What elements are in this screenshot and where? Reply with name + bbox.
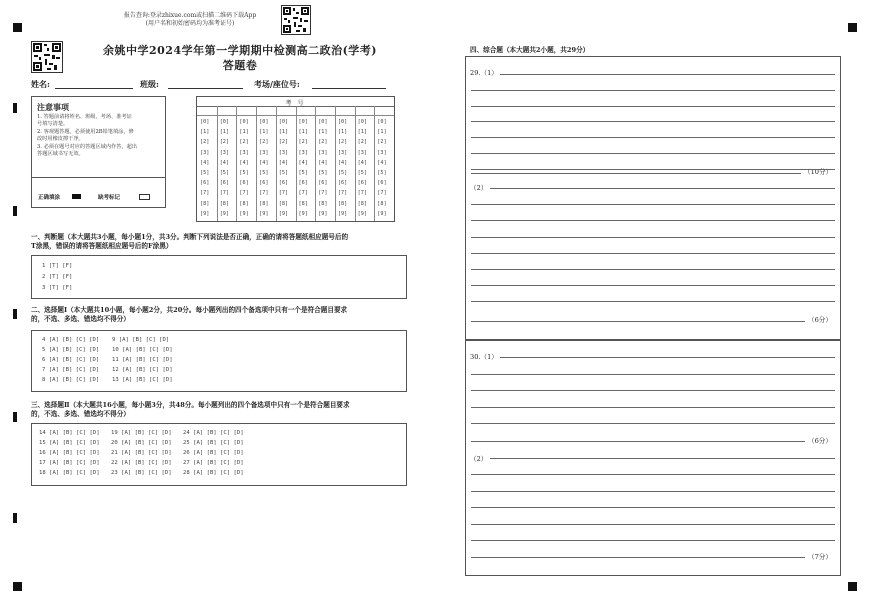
section1-answer-box xyxy=(31,255,407,299)
choice-row[interactable]: 7 [A] [B] [C] [D] xyxy=(42,367,100,373)
choice-row[interactable]: 17 [A] [B] [C] [D] xyxy=(39,460,100,466)
choice-row[interactable]: 28 [A] [B] [C] [D] xyxy=(183,470,244,476)
id-digit-bubble[interactable]: [2] xyxy=(239,139,249,146)
choice-row[interactable]: 19 [A] [B] [C] [D] xyxy=(111,430,172,436)
id-digit-bubble[interactable]: [0] xyxy=(259,119,269,125)
answer-line[interactable] xyxy=(471,90,835,91)
choice-row[interactable]: 27 [A] [B] [C] [D] xyxy=(183,460,244,466)
id-digit-bubble[interactable]: [8] xyxy=(259,200,269,207)
notice-item: 改时用橡皮擦干净。 xyxy=(37,136,84,143)
section3-title-line2: 的，不选、多选、错选均不得分） xyxy=(31,410,130,418)
id-digit-bubble[interactable]: [4] xyxy=(219,159,230,166)
choice-row[interactable]: 8 [A] [B] [C] [D] xyxy=(42,377,100,383)
section3-answer-box xyxy=(31,423,407,486)
id-digit-bubble[interactable]: [9] xyxy=(357,210,367,217)
class-field[interactable] xyxy=(168,88,243,89)
choice-row[interactable]: 26 [A] [B] [C] [D] xyxy=(183,450,244,456)
id-digit-bubble[interactable]: [1] xyxy=(337,129,348,136)
answer-line[interactable] xyxy=(471,106,835,107)
id-digit-bubble[interactable]: [2] xyxy=(337,139,348,146)
id-grid-header: 考 号 xyxy=(285,100,306,107)
id-digit-bubble[interactable]: [3] xyxy=(259,149,269,156)
id-digit-bubble[interactable]: [2] xyxy=(259,139,269,146)
id-digit-bubble[interactable]: [8] xyxy=(298,200,308,207)
section2-col1 xyxy=(42,337,99,387)
q29-box xyxy=(465,56,841,341)
id-digit-bubble[interactable]: [7] xyxy=(337,190,348,197)
answer-line[interactable] xyxy=(471,474,835,475)
q30-part1-score: （6分） xyxy=(808,437,832,445)
id-grid-col-divider xyxy=(374,106,375,221)
id-digit-bubble[interactable]: [8] xyxy=(337,200,348,207)
edge-tick xyxy=(13,513,17,523)
choice-row[interactable]: 22 [A] [B] [C] [D] xyxy=(111,460,172,466)
answer-line[interactable] xyxy=(500,357,835,358)
id-grid-col-divider xyxy=(335,106,336,221)
id-digit-bubble[interactable]: [0] xyxy=(357,119,367,125)
id-digit-bubble[interactable]: [9] xyxy=(298,210,308,217)
id-digit-bubble[interactable]: [2] xyxy=(219,139,230,146)
answer-line[interactable] xyxy=(471,557,805,558)
choice-row[interactable]: 9 [A] [B] [C] [D] xyxy=(112,337,170,343)
id-digit-bubble[interactable]: [5] xyxy=(259,170,269,176)
choice-row[interactable]: 18 [A] [B] [C] [D] xyxy=(39,470,100,476)
correct-fill-sample xyxy=(72,194,81,199)
choice-row[interactable]: 15 [A] [B] [C] [D] xyxy=(39,440,100,446)
section2-title xyxy=(31,306,411,324)
id-digit-bubble[interactable]: [4] xyxy=(377,159,387,166)
answer-line[interactable] xyxy=(471,169,835,170)
id-digit-bubble[interactable]: [6] xyxy=(219,180,230,187)
choice-row[interactable]: 6 [A] [B] [C] [D] xyxy=(42,357,100,363)
id-grid-col-divider xyxy=(256,106,257,221)
id-digit-bubble[interactable]: [6] xyxy=(337,180,348,187)
id-digit-bubble[interactable]: [0] xyxy=(200,119,210,125)
id-digit-bubble[interactable]: [5] xyxy=(337,170,348,176)
id-digit-bubble[interactable]: [2] xyxy=(278,139,289,146)
id-digit-bubble[interactable]: [1] xyxy=(278,129,289,136)
choice-row[interactable]: 5 [A] [B] [C] [D] xyxy=(42,347,100,353)
section3-col1 xyxy=(39,430,100,480)
id-digit-bubble[interactable]: [0] xyxy=(239,119,249,125)
answer-line[interactable] xyxy=(471,153,835,154)
id-digit-bubble[interactable]: [3] xyxy=(377,149,387,156)
id-digit-bubble[interactable]: [9] xyxy=(337,210,348,217)
answer-line[interactable] xyxy=(471,524,835,525)
id-digit-bubble[interactable]: [4] xyxy=(239,159,249,166)
answer-line[interactable] xyxy=(471,540,835,541)
id-digit-bubble[interactable]: [1] xyxy=(377,129,387,136)
id-digit-bubble[interactable]: [7] xyxy=(298,190,308,197)
id-grid-col-divider xyxy=(236,106,237,221)
answer-line[interactable] xyxy=(471,269,835,270)
answer-line[interactable] xyxy=(471,390,835,391)
id-digit-bubble[interactable]: [7] xyxy=(318,190,328,197)
id-digit-bubble[interactable]: [5] xyxy=(239,170,249,176)
q30-box xyxy=(465,339,841,576)
absent-mark-label: 缺考标记 xyxy=(98,195,121,201)
id-digit-bubble[interactable]: [4] xyxy=(318,159,328,166)
answer-line[interactable] xyxy=(490,188,835,189)
answer-line[interactable] xyxy=(471,507,835,508)
q29-part2-label: （2） xyxy=(470,184,488,192)
id-digit-bubble[interactable]: [0] xyxy=(377,119,387,125)
choice-row[interactable]: 21 [A] [B] [C] [D] xyxy=(111,450,172,456)
edge-tick xyxy=(13,412,17,422)
id-digit-bubble[interactable]: [6] xyxy=(298,180,308,187)
id-digit-bubble[interactable]: [7] xyxy=(259,190,269,197)
id-digit-bubble[interactable]: [7] xyxy=(377,190,387,197)
id-grid-col-divider xyxy=(315,106,316,221)
edge-tick xyxy=(13,309,17,319)
choice-row[interactable]: 24 [A] [B] [C] [D] xyxy=(183,430,244,436)
answer-line[interactable] xyxy=(471,374,835,375)
exam-id-grid xyxy=(196,96,395,222)
id-digit-bubble[interactable]: [0] xyxy=(337,119,348,125)
id-digit-bubble[interactable]: [5] xyxy=(219,170,230,176)
exam-subtitle: 答题卷 xyxy=(222,59,258,72)
notice-list xyxy=(37,114,161,158)
id-digit-bubble[interactable]: [1] xyxy=(200,129,210,136)
choice-row[interactable]: 13 [A] [B] [C] [D] xyxy=(112,377,173,383)
report-query-note xyxy=(110,12,270,28)
q30-part2-label: （2） xyxy=(470,455,488,463)
answer-line[interactable] xyxy=(500,74,835,75)
corner-marker-br xyxy=(848,582,857,591)
id-digit-bubble[interactable]: [0] xyxy=(318,119,328,125)
q29-part2-score: （6分） xyxy=(808,316,832,324)
name-label: 姓名: xyxy=(31,79,50,89)
answer-line[interactable] xyxy=(471,253,835,254)
corner-marker-tr xyxy=(848,23,857,32)
choice-row[interactable]: 20 [A] [B] [C] [D] xyxy=(111,440,172,446)
choice-row[interactable]: 11 [A] [B] [C] [D] xyxy=(112,357,173,363)
id-digit-bubble[interactable]: [4] xyxy=(200,159,210,166)
id-digit-bubble[interactable]: [0] xyxy=(298,119,308,125)
id-grid-col-divider xyxy=(276,106,277,221)
id-grid-col-divider xyxy=(355,106,356,221)
report-query-line1: 报告查询:登录zhixue.com或扫描二维码下载App xyxy=(123,12,257,19)
notice-item: 3. 必须在题号对应的答题区域内作答，超出 xyxy=(37,143,137,150)
choice-row[interactable]: 16 [A] [B] [C] [D] xyxy=(39,450,100,456)
id-digit-bubble[interactable]: [7] xyxy=(200,190,210,197)
id-digit-bubble[interactable]: [6] xyxy=(200,180,210,187)
q29-part1-score: （10分） xyxy=(804,168,833,176)
id-digit-bubble[interactable]: [3] xyxy=(337,149,348,156)
class-label: 班级: xyxy=(140,79,159,89)
section1-title-line1: 一、判断题（本大题共3小题，每小题1分，共3分。判断下列说法是否正确，正确的请将答题纸相应题号后的 xyxy=(31,233,349,241)
section3-col2 xyxy=(111,430,172,480)
id-digit-bubble[interactable]: [1] xyxy=(357,129,367,136)
section2-title-line2: 的，不选、多选、错选均不得分） xyxy=(31,315,130,323)
id-digit-bubble[interactable]: [1] xyxy=(239,129,249,136)
id-digit-bubble[interactable]: [6] xyxy=(377,180,387,187)
id-grid-col-divider xyxy=(296,106,297,221)
id-digit-bubble[interactable]: [9] xyxy=(239,210,249,217)
answer-line[interactable] xyxy=(471,121,835,122)
notice-item: 号填写清楚。 xyxy=(37,121,69,128)
id-digit-bubble[interactable]: [6] xyxy=(259,180,269,187)
tf-row[interactable]: 3 [T] [F] xyxy=(42,285,73,291)
section2-title-line1: 二、选择题Ⅰ（本大题共10小题，每小题2分，共20分。每小题列出的四个备选项中只有一个是符合题目要求 xyxy=(31,306,348,314)
id-digit-bubble[interactable]: [2] xyxy=(298,139,308,146)
id-digit-bubble[interactable]: [0] xyxy=(278,119,289,125)
answer-line[interactable] xyxy=(471,491,835,492)
id-digit-bubble[interactable]: [0] xyxy=(219,119,230,125)
id-digit-bubble[interactable]: [4] xyxy=(259,159,269,166)
q29-part1-label: 29.（1） xyxy=(470,69,498,77)
section3-title-line1: 三、选择题Ⅱ（本大题共16小题，每小题3分，共48分。每小题列出的四个备选项中只有一个是符合题目要求 xyxy=(31,401,350,409)
notice-item: 2. 客观题答题，必须使用2B铅笔填涂，修 xyxy=(37,128,134,135)
id-digit-bubble[interactable]: [4] xyxy=(278,159,289,166)
notice-item: 1. 答题前请将姓名、班级、考场、准考证 xyxy=(37,114,132,120)
id-digit-bubble[interactable]: [9] xyxy=(200,210,210,217)
seat-field[interactable] xyxy=(312,88,386,89)
id-digit-bubble[interactable]: [2] xyxy=(377,139,387,146)
answer-line[interactable] xyxy=(471,137,835,138)
report-query-line2: (用户名和初始密码均为准考证号) xyxy=(145,20,235,27)
id-digit-bubble[interactable]: [8] xyxy=(278,200,289,207)
q30-part2-score: （7分） xyxy=(808,553,832,561)
id-digit-bubble[interactable]: [6] xyxy=(278,180,289,187)
answer-line[interactable] xyxy=(471,173,801,174)
answer-line[interactable] xyxy=(471,407,835,408)
id-digit-bubble[interactable]: [2] xyxy=(318,139,328,146)
tf-row[interactable]: 1 [T] [F] xyxy=(42,263,73,269)
id-digit-bubble[interactable]: [7] xyxy=(357,190,367,197)
id-digit-bubble[interactable]: [3] xyxy=(357,149,367,156)
id-digit-bubble[interactable]: [9] xyxy=(259,210,269,217)
id-digit-bubble[interactable]: [2] xyxy=(357,139,367,146)
qr-code-top xyxy=(281,5,311,35)
id-digit-bubble[interactable]: [1] xyxy=(298,129,308,136)
id-digit-bubble[interactable]: [9] xyxy=(318,210,328,217)
choice-row[interactable]: 14 [A] [B] [C] [D] xyxy=(39,430,100,436)
id-digit-bubble[interactable]: [8] xyxy=(377,200,387,207)
q30-part1-label: 30.（1） xyxy=(470,353,498,361)
id-digit-bubble[interactable]: [2] xyxy=(200,139,210,146)
name-field[interactable] xyxy=(55,88,133,89)
answer-line[interactable] xyxy=(471,301,835,302)
id-digit-bubble[interactable]: [7] xyxy=(278,190,289,197)
answer-line[interactable] xyxy=(471,441,805,442)
choice-row[interactable]: 25 [A] [B] [C] [D] xyxy=(183,440,244,446)
correct-fill-label: 正确填涂 xyxy=(38,195,61,201)
notice-divider xyxy=(32,177,165,178)
choice-row[interactable]: 10 [A] [B] [C] [D] xyxy=(112,347,173,353)
section1-title xyxy=(31,233,411,251)
id-digit-bubble[interactable]: [7] xyxy=(219,190,230,197)
absent-mark-box[interactable] xyxy=(139,194,150,200)
id-digit-bubble[interactable]: [8] xyxy=(239,200,249,207)
choice-row[interactable]: 23 [A] [B] [C] [D] xyxy=(111,470,172,476)
id-digit-bubble[interactable]: [5] xyxy=(200,170,210,176)
id-digit-bubble[interactable]: [6] xyxy=(357,180,367,187)
section3-title xyxy=(31,401,411,419)
id-digit-bubble[interactable]: [4] xyxy=(357,159,367,166)
id-digit-bubble[interactable]: [5] xyxy=(377,170,387,176)
id-digit-bubble[interactable]: [1] xyxy=(318,129,328,136)
id-digit-bubble[interactable]: [5] xyxy=(298,170,308,176)
id-digit-bubble[interactable]: [9] xyxy=(278,210,289,217)
id-digit-bubble[interactable]: [8] xyxy=(219,200,230,207)
id-digit-bubble[interactable]: [4] xyxy=(337,159,348,166)
notice-box xyxy=(31,96,166,208)
answer-line[interactable] xyxy=(471,321,805,322)
corner-marker-tl xyxy=(13,23,22,32)
section2-answer-box xyxy=(31,330,407,392)
seat-label: 考场/座位号: xyxy=(254,79,300,89)
answer-line[interactable] xyxy=(471,204,835,205)
answer-line[interactable] xyxy=(471,285,835,286)
id-digit-bubble[interactable]: [5] xyxy=(357,170,367,176)
choice-row[interactable]: 4 [A] [B] [C] [D] xyxy=(42,337,100,343)
id-digit-bubble[interactable]: [7] xyxy=(239,190,249,197)
id-digit-bubble[interactable]: [1] xyxy=(259,129,269,136)
exam-title: 余姚中学2024学年第一学期期中检测高二政治(学考) xyxy=(102,44,378,57)
id-digit-bubble[interactable]: [8] xyxy=(318,200,328,207)
answer-line[interactable] xyxy=(471,220,835,221)
corner-marker-bl xyxy=(13,582,22,591)
id-digit-bubble[interactable]: [8] xyxy=(357,200,367,207)
id-digit-bubble[interactable]: [6] xyxy=(318,180,328,187)
id-digit-bubble[interactable]: [3] xyxy=(200,149,210,156)
id-digit-bubble[interactable]: [5] xyxy=(318,170,328,176)
section3-col3 xyxy=(183,430,244,480)
id-digit-bubble[interactable]: [9] xyxy=(219,210,230,217)
id-digit-bubble[interactable]: [1] xyxy=(219,129,230,136)
id-digit-bubble[interactable]: [8] xyxy=(200,200,210,207)
notice-title: 注意事项 xyxy=(37,102,69,112)
id-digit-bubble[interactable]: [4] xyxy=(298,159,308,166)
id-grid-col-divider xyxy=(217,106,218,221)
id-digit-bubble[interactable]: [3] xyxy=(278,149,289,156)
section2-col2 xyxy=(112,337,173,387)
edge-tick xyxy=(13,103,17,113)
answer-line[interactable] xyxy=(490,458,835,459)
id-digit-bubble[interactable]: [3] xyxy=(219,149,230,156)
id-digit-bubble[interactable]: [9] xyxy=(377,210,387,217)
section1-title-line2: T涂黑，错误的请将答题纸相应题号后的F涂黑） xyxy=(31,242,173,250)
qr-code-left xyxy=(31,41,63,73)
notice-item: 答题区域书写无效。 xyxy=(37,151,84,158)
tf-row[interactable]: 2 [T] [F] xyxy=(42,274,73,280)
section4-title: 四、综合题（本大题共2小题，共29分） xyxy=(470,46,590,54)
id-digit-bubble[interactable]: [3] xyxy=(239,149,249,156)
id-digit-bubble[interactable]: [3] xyxy=(298,149,308,156)
id-digit-bubble[interactable]: [6] xyxy=(239,180,249,187)
edge-tick xyxy=(13,206,17,216)
answer-line[interactable] xyxy=(471,423,835,424)
answer-line[interactable] xyxy=(471,237,835,238)
choice-row[interactable]: 12 [A] [B] [C] [D] xyxy=(112,367,173,373)
id-digit-bubble[interactable]: [5] xyxy=(278,170,289,176)
id-digit-bubble[interactable]: [3] xyxy=(318,149,328,156)
